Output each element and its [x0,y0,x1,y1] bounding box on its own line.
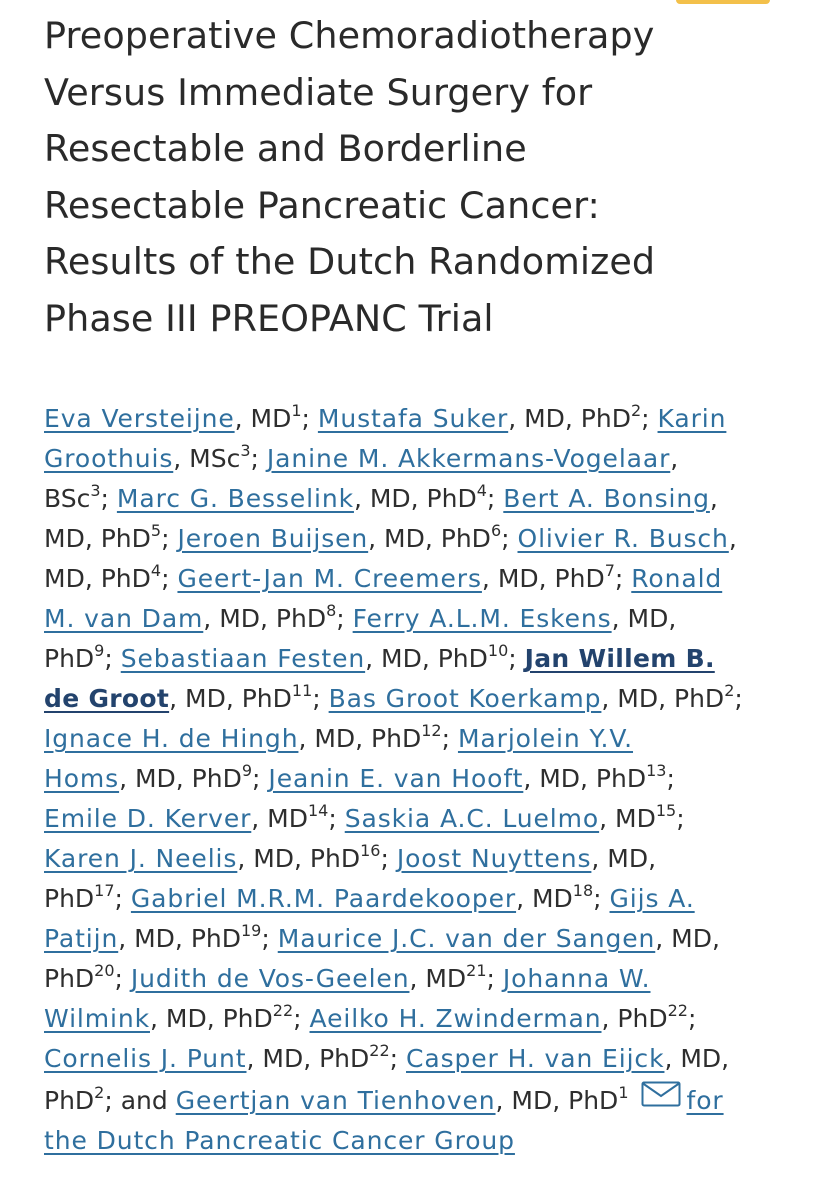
degree: , MD, [655,924,720,953]
affiliation-number: 3 [240,441,251,460]
affiliation-number: 15 [655,801,677,820]
affiliation-number: 10 [487,641,509,660]
degree: , MD, [591,844,657,873]
author-line [44,679,819,719]
separator: ; [114,964,131,993]
degree: , MD, PhD [169,684,292,713]
separator: ; [614,564,632,593]
degree: , MD [409,964,467,993]
affiliation-number: 9 [94,641,105,660]
separator: ; [666,764,675,793]
degree: , MD, [664,1044,730,1073]
author-link[interactable]: Saskia A.C. Luelmo [344,804,600,833]
degree: , MD, PhD [508,404,631,433]
author-line [44,759,819,799]
affiliation-number: 9 [241,761,253,780]
affiliation-number: 19 [241,921,262,940]
affiliation-number: 12 [421,721,442,740]
separator: ; [250,444,267,473]
author-link[interactable]: Ferry A.L.M. Eskens [352,604,612,633]
separator: ; [293,1004,310,1033]
degree: , MD [599,804,656,833]
separator: ; [380,844,397,873]
separator: ; [734,684,743,713]
separator: ; [161,564,178,593]
author-line [44,1039,819,1079]
title-line: Resectable and Borderline [44,127,527,170]
author-link[interactable]: Johanna W. [502,964,651,993]
author-link[interactable]: Patijn [44,924,119,953]
degree: , MD [234,404,292,433]
author-line [44,599,819,639]
author-link[interactable]: Marc G. Besselink [116,484,354,513]
degree: BSc [44,484,91,513]
author-line [44,439,819,479]
separator: ; [501,524,518,553]
degree: PhD [44,1086,95,1115]
group-link[interactable]: for [686,1086,724,1115]
author-link[interactable]: Bert A. Bonsing [503,484,710,513]
degree: , MD, [611,604,677,633]
author-link[interactable]: Gijs A. [609,884,695,913]
separator: ; [389,1044,406,1073]
affiliation-number: 22 [667,1001,688,1020]
degree: , MD, PhD [601,684,725,713]
top-accent-strip [676,0,770,4]
author-link[interactable]: Aeilko H. Zwinderman [309,1004,602,1033]
author-link[interactable]: Eva Versteijne [44,404,235,433]
author-link[interactable]: Joost Nuyttens [396,844,592,873]
author-line [44,479,819,519]
degree: , MD, PhD [149,1004,273,1033]
author-link[interactable]: Karen J. Neelis [44,844,238,873]
author-link[interactable]: Bas Groot Koerkamp [328,684,602,713]
separator: , [709,484,718,513]
degree: , MD, PhD [523,764,647,793]
author-link[interactable]: Cornelis J. Punt [44,1044,247,1073]
author-line [44,879,819,919]
author-line [44,519,819,559]
degree: , MD, PhD [368,524,491,553]
separator: ; [328,804,345,833]
affiliation-number: 7 [604,561,615,580]
degree: , MD, PhD [495,1086,619,1115]
affiliation-number: 6 [490,521,502,540]
separator: ; [336,604,353,633]
author-link[interactable]: M. van Dam [44,604,204,633]
author-line [44,559,819,599]
author-line [44,1121,819,1161]
separator: ; [100,484,117,513]
separator: ; [441,724,458,753]
separator: , [728,524,737,553]
separator: ; [261,924,278,953]
author-link[interactable]: Jeroen Buijsen [177,524,369,553]
author-line [44,639,819,679]
affiliation-number: 17 [94,881,115,900]
author-list [44,399,819,1161]
author-line [44,399,819,439]
author-line [44,799,819,839]
affiliation-number: 3 [90,481,101,500]
separator: ; and [104,1086,176,1115]
affiliation-number: 4 [476,481,487,500]
title-line: Results of the Dutch Randomized [44,240,656,283]
author-line [44,1079,819,1121]
affiliation-number: 11 [291,681,313,700]
separator: ; [641,404,658,433]
separator: ; [486,964,503,993]
degree: , MD, PhD [118,924,241,953]
affiliation-number: 8 [326,601,337,620]
separator: ; [676,804,685,833]
affiliation-number: 22 [272,1001,294,1020]
author-link[interactable]: Emile D. Kerver [44,804,252,833]
author-line [44,839,819,879]
separator: ; [301,404,318,433]
author-link[interactable]: Casper H. van Eijck [406,1044,665,1073]
affiliation-number: 14 [308,801,329,820]
separator: ; [508,644,525,673]
affiliation-number: 2 [94,1083,105,1102]
author-link[interactable]: Groothuis [44,444,174,473]
degree: , MD, PhD [481,564,605,593]
affiliation-number: 20 [94,961,115,980]
author-link[interactable]: Sebastiaan Festen [120,644,366,673]
degree: , MD, PhD [237,844,361,873]
author-link[interactable]: de Groot [44,684,170,713]
degree: PhD [44,644,95,673]
affiliation-number: 13 [646,761,667,780]
author-link[interactable]: Maurice J.C. van der Sangen [277,924,656,953]
author-link[interactable]: Marjolein Y.V. [457,724,634,753]
affiliation-number: 5 [150,521,162,540]
title-line: Preoperative Chemoradiotherapy [44,14,655,57]
degree: PhD [44,884,95,913]
author-link[interactable]: Mustafa Suker [317,404,509,433]
degree: PhD [44,964,95,993]
title-line: Phase III PREOPANC Trial [44,296,494,340]
author-link[interactable]: Geert-Jan M. Creemers [177,564,482,593]
degree: , MD, PhD [353,484,477,513]
title-line: Versus Immediate Surgery for [44,70,593,114]
author-line [44,919,819,959]
envelope-icon[interactable] [641,1079,681,1119]
author-link[interactable]: Jan Willem B. [524,644,715,673]
separator: ; [252,764,269,793]
degree: , PhD [601,1004,668,1033]
author-link[interactable]: Gabriel M.R.M. Paardekooper [130,884,517,913]
author-link[interactable]: Janine M. Akkermans-Vogelaar [266,444,671,473]
author-link[interactable]: Homs [44,764,120,793]
author-line [44,719,819,759]
degree: , MD [516,884,573,913]
separator: ; [161,524,178,553]
separator: , [670,444,679,473]
affiliation-number: 1 [618,1083,629,1102]
title-line: Resectable Pancreatic Cancer: [44,183,600,227]
separator: ; [312,684,329,713]
affiliation-number: 21 [466,961,487,980]
author-link[interactable]: Olivier R. Busch [517,524,729,553]
author-link[interactable]: Karin [657,404,727,433]
author-link[interactable]: Ronald [631,564,723,593]
separator: ; [593,884,610,913]
degree: , MD, PhD [246,1044,370,1073]
author-link[interactable]: Jeanin E. van Hooft [268,764,524,793]
degree: MD, PhD [44,564,151,593]
affiliation-number: 22 [369,1041,390,1060]
degree: , MD, PhD [119,764,242,793]
affiliation-number: 2 [724,681,735,700]
degree: , MD, PhD [298,724,422,753]
author-link[interactable]: Geertjan van Tienhoven [175,1086,496,1115]
author-link[interactable]: Wilmink [44,1004,150,1033]
affiliation-number: 16 [360,841,381,860]
separator: ; [114,884,131,913]
affiliation-number: 2 [630,401,642,420]
separator: ; [104,644,121,673]
affiliation-number: 4 [150,561,162,580]
author-link[interactable]: Judith de Vos-Geelen [130,964,410,993]
degree: , MD, PhD [365,644,488,673]
article-title [44,8,814,347]
degree: , MD [251,804,308,833]
degree: , MSc [173,444,241,473]
author-line [44,999,819,1039]
group-link[interactable]: the Dutch Pancreatic Cancer Group [44,1126,515,1155]
affiliation-number: 1 [291,401,302,420]
affiliation-number: 18 [572,881,594,900]
separator: ; [486,484,504,513]
degree: , MD, PhD [203,604,327,633]
author-line [44,959,819,999]
separator: ; [687,1004,697,1033]
author-link[interactable]: Ignace H. de Hingh [44,724,299,753]
degree: MD, PhD [44,524,151,553]
